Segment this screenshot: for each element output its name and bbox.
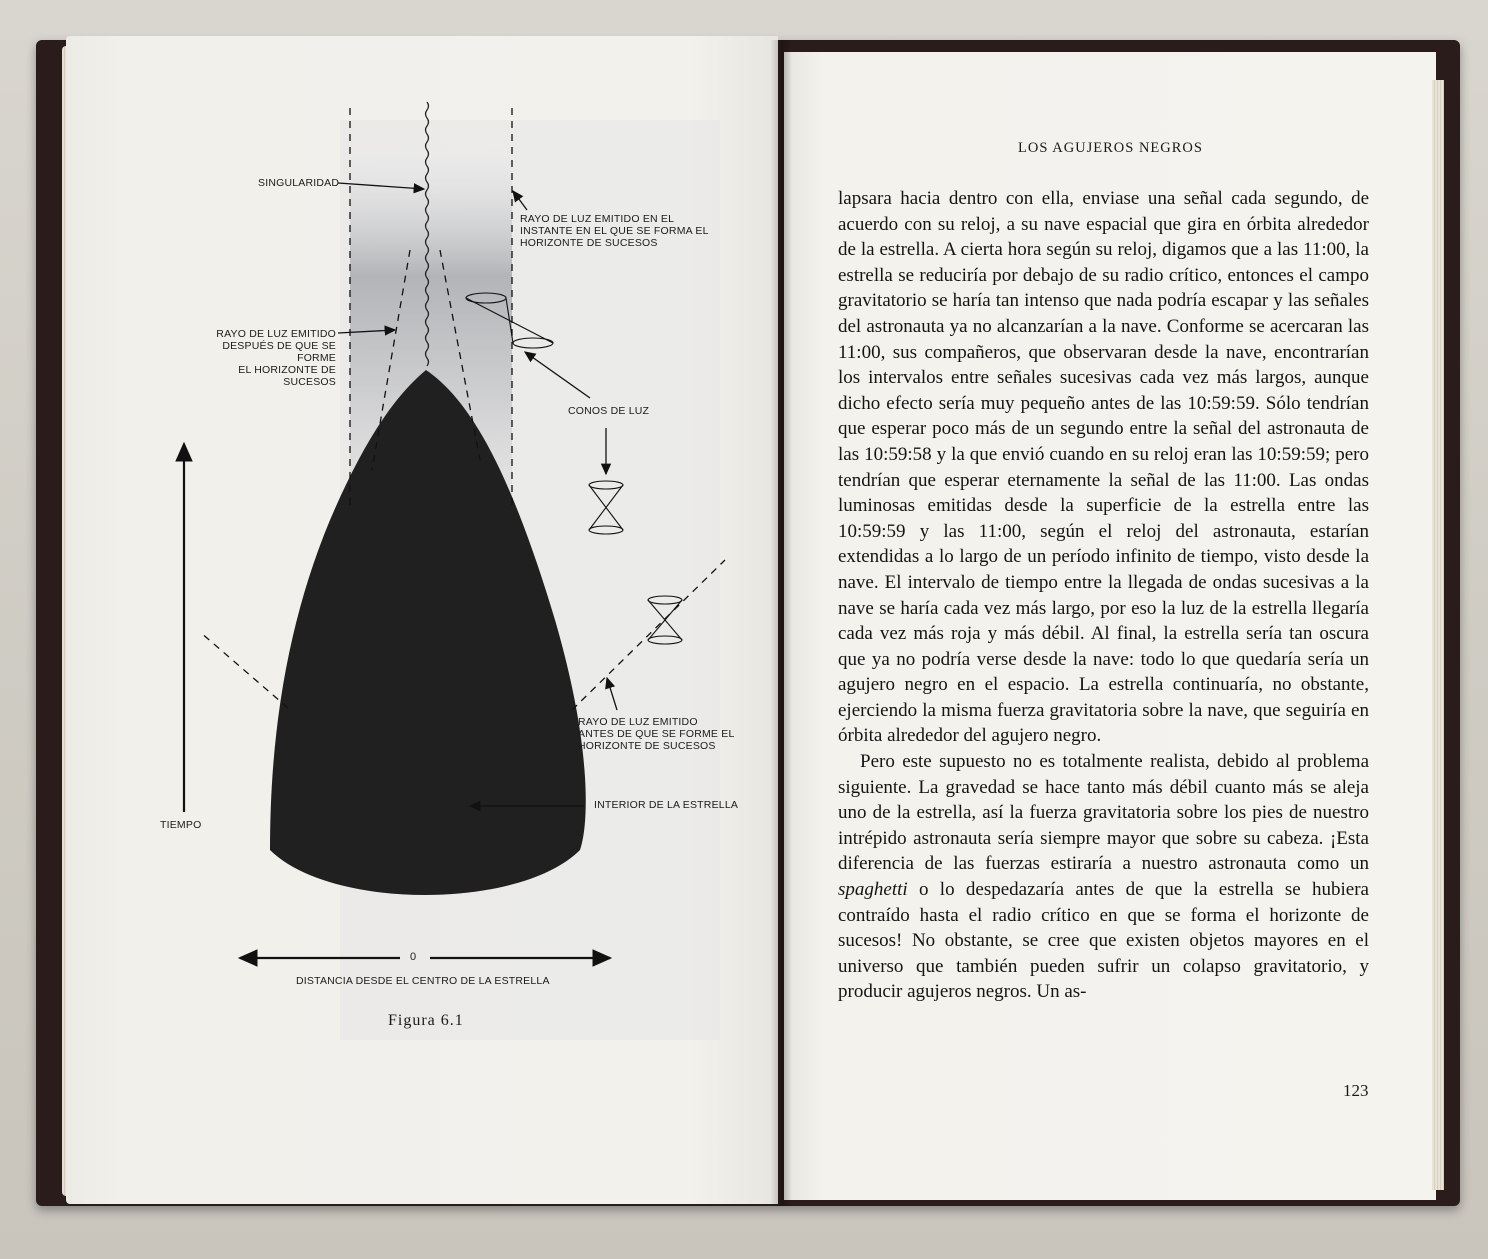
label-rayo-instante-line: INSTANTE EN EL QUE SE FORMA EL [520,225,709,237]
label-distancia: DISTANCIA DESDE EL CENTRO DE LA ESTRELLA [296,975,550,987]
body-text [838,186,1369,1005]
label-rayo-antes-line: ANTES DE QUE SE FORME EL [578,728,735,740]
light-ray-before-left [200,632,288,708]
page-number: 123 [1343,1081,1369,1100]
label-rayo-instante-line: HORIZONTE DE SUCESOS [520,237,658,249]
label-singularidad: SINGULARIDAD [258,177,340,189]
running-head: LOS AGUJEROS NEGROS [1018,140,1203,156]
label-tiempo: TIEMPO [160,819,202,831]
paragraph-2-part-b: o lo despedazaría antes de que la estrella se hubiera contraído hasta el radio crítico en que se forma el horizonte de sucesos! No obstante, se cree que existen objetos mayores en el universo que también pueden sufrir un colapso gravitatorio, y producir agujeros negros. Un as- [838,879,1369,1003]
label-rayo-antes-line: HORIZONTE DE SUCESOS [578,740,716,752]
label-rayo-instante [520,213,709,249]
paragraph-2 [838,749,1369,1005]
label-interior: INTERIOR DE LA ESTRELLA [594,799,739,811]
paragraph-2-italic: spaghetti [838,879,908,901]
label-rayo-despues-line: RAYO DE LUZ EMITIDO [216,328,336,340]
label-rayo-despues-line: EL HORIZONTE DE SUCESOS [238,364,336,388]
paragraph-1: lapsara hacia dentro con ella, enviase una señal cada segundo, de acuerdo con su reloj, a su nave espacial que gira en órbita alrededor de la estrella. A cierta hora según su reloj, digamos que a las 11:00, la estrella se reduciría por debajo de su radio crítico, entonces el campo gravitatorio se haría tan intenso que nada podría escapar y las señales del astronauta ya no alcanzarían a la nave. Conforme se acercaran las 11:00, sus compañeros, que observaran desde la nave, encontrarían los intervalos entre señales sucesivas cada vez más largos, aunque dicho efecto sería muy pequeño antes de las 10:59:59. Sólo tendrían que esperar poco más de un segundo entre la señal del astronauta de las 10:59:58 y la que envió cuando en su reloj eran las 10:59:59; pero tendrían que esperar eternamente la señal de las 11:00. Las ondas luminosas emitidas desde la superficie de la estrella entre las 10:59:59 y las 11:00, según el reloj del astronauta, estarían extendidas a lo largo de un período infinito de tiempo, visto desde la nave. El intervalo de tiempo entre la llegada de ondas sucesivas a la nave se haría cada vez más largo, por eso la luz de la estrella llegaría cada vez más roja y más débil. Al final, la estrella sería tan oscura que ya no podría verse desde la nave: todo lo que quedaría sería un agujero negro en el espacio. La estrella continuaría, no obstante, ejerciendo la misma fuerza gravitatoria sobre la nave, que seguiría en órbita alrededor del agujero negro. [838,188,1369,747]
label-rayo-instante-line: RAYO DE LUZ EMITIDO EN EL [520,213,675,225]
label-rayo-antes [578,716,735,752]
figure-caption: Figura 6.1 [388,1012,464,1029]
paragraph-2-part-a: Pero este supuesto no es totalmente realista, debido al problema siguiente. La gravedad se hace tanto más débil cuanto más se aleja uno de la estrella, así la fuerza gravitatoria sobre los pies de nuestro intrépido astronauta sería siempre mayor que sobre su cabeza. ¡Esta diferencia de las fuerzas estiraría a nuestro astronauta como un [838,751,1369,875]
label-zero: 0 [410,951,417,963]
label-rayo-antes-line: RAYO DE LUZ EMITIDO [578,716,698,728]
label-rayo-despues [186,328,336,388]
label-rayo-despues-line: DESPUÉS DE QUE SE FORME [222,340,336,364]
label-conos: CONOS DE LUZ [568,405,650,417]
